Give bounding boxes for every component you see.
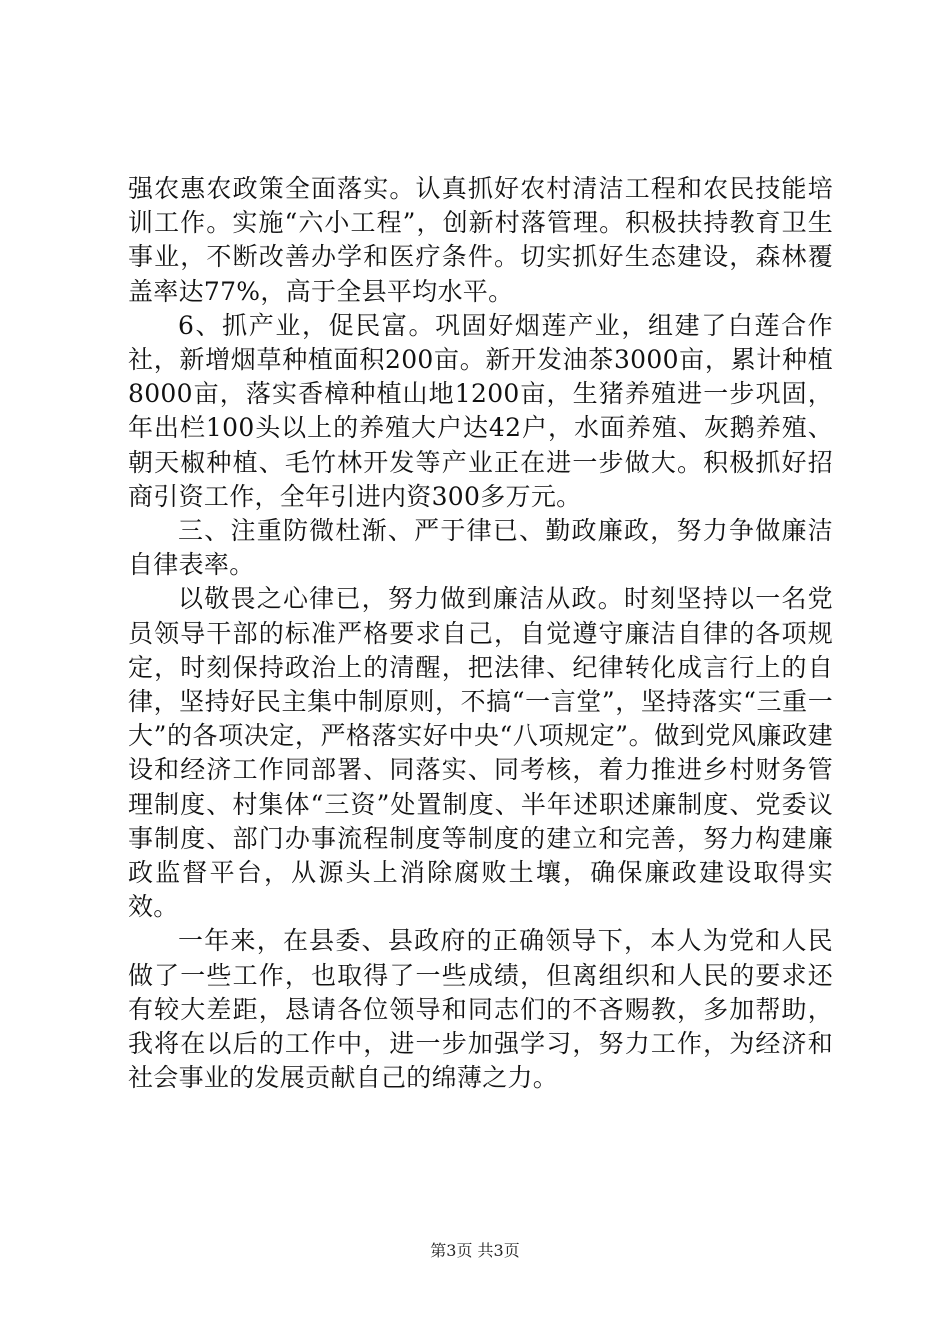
paragraph-integrity: 以敬畏之心律已，努力做到廉洁从政。时刻坚持以一名党员领导干部的标准严格要求自己，自觉遵守廉洁自律的各项规定，时刻保持政治上的清醒，把法律、纪律转化成言行上的自律，坚持好民主集中制原则，不搞“一言堂”，坚持落实“三重一大”的各项决定，严格落实好中央“八项规定”。做到党风廉政建设和经济工作同部署、同落实、同考核，着力推进乡村财务管理制度、村集体“三资”处置制度、半年述职述廉制度、党委议事制度、部门办事流程制度等制度的建立和完善，努力构建廉政监督平台，从源头上消除腐败土壤，确保廉政建设取得实效。 (128, 584, 833, 922)
paragraph-continuation: 强农惠农政策全面落实。认真抓好农村清洁工程和农民技能培训工作。实施“六小工程”，创新村落管理。积极扶持教育卫生事业，不断改善办学和医疗条件。切实抓好生态建设，森林覆盖率达77%，高于全县平均水平。 (128, 174, 833, 306)
page-number-footer: 第3页 共3页 (430, 1241, 520, 1260)
paragraph-conclusion: 一年来，在县委、县政府的正确领导下，本人为党和人民做了一些工作，也取得了一些成绩，但离组织和人民的要求还有较大差距，恳请各位领导和同志们的不吝赐教，多加帮助，我将在以后的工作中，进一步加强学习，努力工作，为经济和社会事业的发展贡献自己的绵薄之力。 (128, 926, 833, 1093)
document-body (128, 172, 833, 1095)
section-heading-integrity: 三、注重防微杜渐、严于律已、勤政廉政，努力争做廉洁自律表率。 (128, 516, 833, 580)
paragraph-industry: 6、抓产业，促民富。巩固好烟莲产业，组建了白莲合作社，新增烟草种植面积200亩。新开发油茶3000亩，累计种植8000亩，落实香樟种植山地1200亩，生猪养殖进一步巩固，年出栏100头以上的养殖大户达42户，水面养殖、灰鹅养殖、朝天椒种植、毛竹林开发等产业正在进一步做大。积极抓好招商引资工作，全年引进内资300多万元。 (128, 310, 833, 511)
